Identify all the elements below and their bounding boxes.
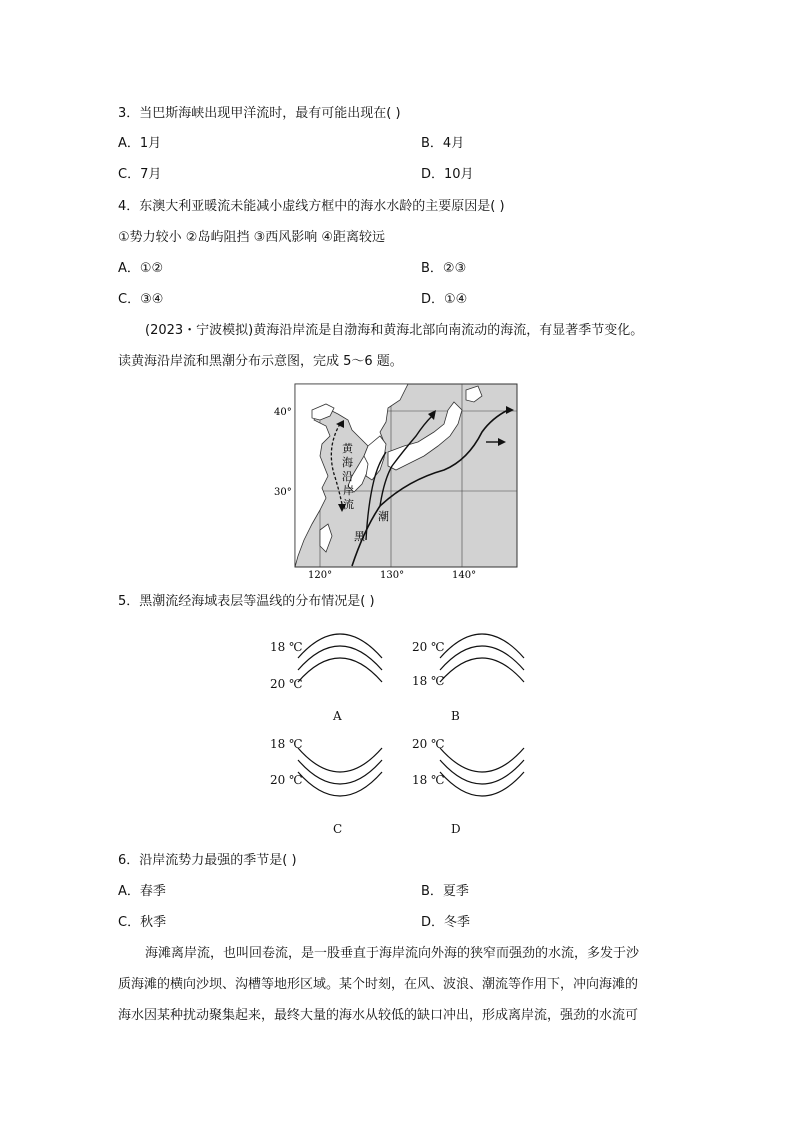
q3-option-b: B．4月: [421, 136, 465, 151]
q4-stem: 4．东澳大利亚暖流未能减小虚线方框中的海水水龄的主要原因是( ): [118, 199, 505, 214]
passage-line-1: 海滩离岸流，也叫回卷流，是一股垂直于海岸流向外海的狭窄而强劲的水流，多发于沙: [145, 946, 640, 961]
q4-option-d: D．①④: [421, 292, 468, 307]
kuroshio-char-1: 潮: [378, 510, 389, 523]
isotherm-diagram-d: [438, 740, 528, 812]
current-char-1: 黄: [342, 442, 353, 455]
q4-option-c: C．③④: [118, 292, 164, 307]
lon-label-130: 130°: [380, 570, 405, 581]
diagram-a-bottom-label: 20 ℃: [270, 677, 303, 691]
diagram-a-top-label: 18 ℃: [270, 640, 303, 654]
isotherm-diagram-a: [296, 618, 386, 690]
q6-option-b: B．夏季: [421, 884, 469, 899]
diagram-d-label: D: [451, 822, 461, 836]
q6-stem: 6．沿岸流势力最强的季节是( ): [118, 853, 297, 868]
passage-line-2: 质海滩的横向沙坝、沟槽等地形区域。某个时刻，在风、波浪、潮流等作用下，冲向海滩的: [118, 977, 639, 992]
passage-line-3: 海水因某种扰动聚集起来，最终大量的海水从较低的缺口冲出，形成离岸流，强劲的水流可: [118, 1008, 639, 1023]
isotherm-diagram-c: [296, 740, 386, 812]
q6-option-c: C．秋季: [118, 915, 167, 930]
kuroshio-char-2: 黑: [354, 530, 365, 543]
q3-stem: 3．当巴斯海峡出现甲洋流时，最有可能出现在( ): [118, 106, 401, 121]
intro-line-1: (2023・宁波模拟)黄海沿岸流是自渤海和黄海北部向南流动的海流，有显著季节变化。: [145, 323, 644, 338]
q6-option-d: D．冬季: [421, 915, 471, 930]
diagram-c-bottom-label: 20 ℃: [270, 773, 303, 787]
diagram-c-label: C: [333, 822, 343, 836]
q3-option-d: D．10月: [421, 167, 474, 182]
diagram-a-label: A: [333, 709, 342, 723]
diagram-b-top-label: 20 ℃: [412, 640, 445, 654]
q5-stem: 5．黑潮流经海域表层等温线的分布情况是( ): [118, 594, 375, 609]
current-char-2: 海: [342, 456, 353, 469]
diagram-d-bottom-label: 18 ℃: [412, 773, 445, 787]
q3-option-c: C．7月: [118, 167, 162, 182]
q3-option-a: A．1月: [118, 136, 162, 151]
current-char-5: 流: [343, 498, 354, 511]
diagram-b-bottom-label: 18 ℃: [412, 674, 445, 688]
current-char-3: 沿: [342, 470, 353, 483]
lon-label-120: 120°: [308, 570, 333, 581]
yellow-sea-kuroshio-map: [268, 380, 528, 585]
isotherm-diagram-b: [438, 618, 528, 690]
lat-label-30: 30°: [274, 487, 292, 498]
lon-label-140: 140°: [452, 570, 477, 581]
intro-line-2: 读黄海沿岸流和黑潮分布示意图，完成 5～6 题。: [118, 354, 403, 369]
q6-option-a: A．春季: [118, 884, 166, 899]
lat-label-40: 40°: [274, 407, 292, 418]
current-char-4: 岸: [343, 484, 354, 497]
q4-items: ①势力较小 ②岛屿阻挡 ③西风影响 ④距离较远: [118, 230, 386, 245]
q4-option-a: A．①②: [118, 261, 164, 276]
diagram-c-top-label: 18 ℃: [270, 737, 303, 751]
diagram-d-top-label: 20 ℃: [412, 737, 445, 751]
diagram-b-label: B: [451, 709, 460, 723]
q4-option-b: B．②③: [421, 261, 467, 276]
